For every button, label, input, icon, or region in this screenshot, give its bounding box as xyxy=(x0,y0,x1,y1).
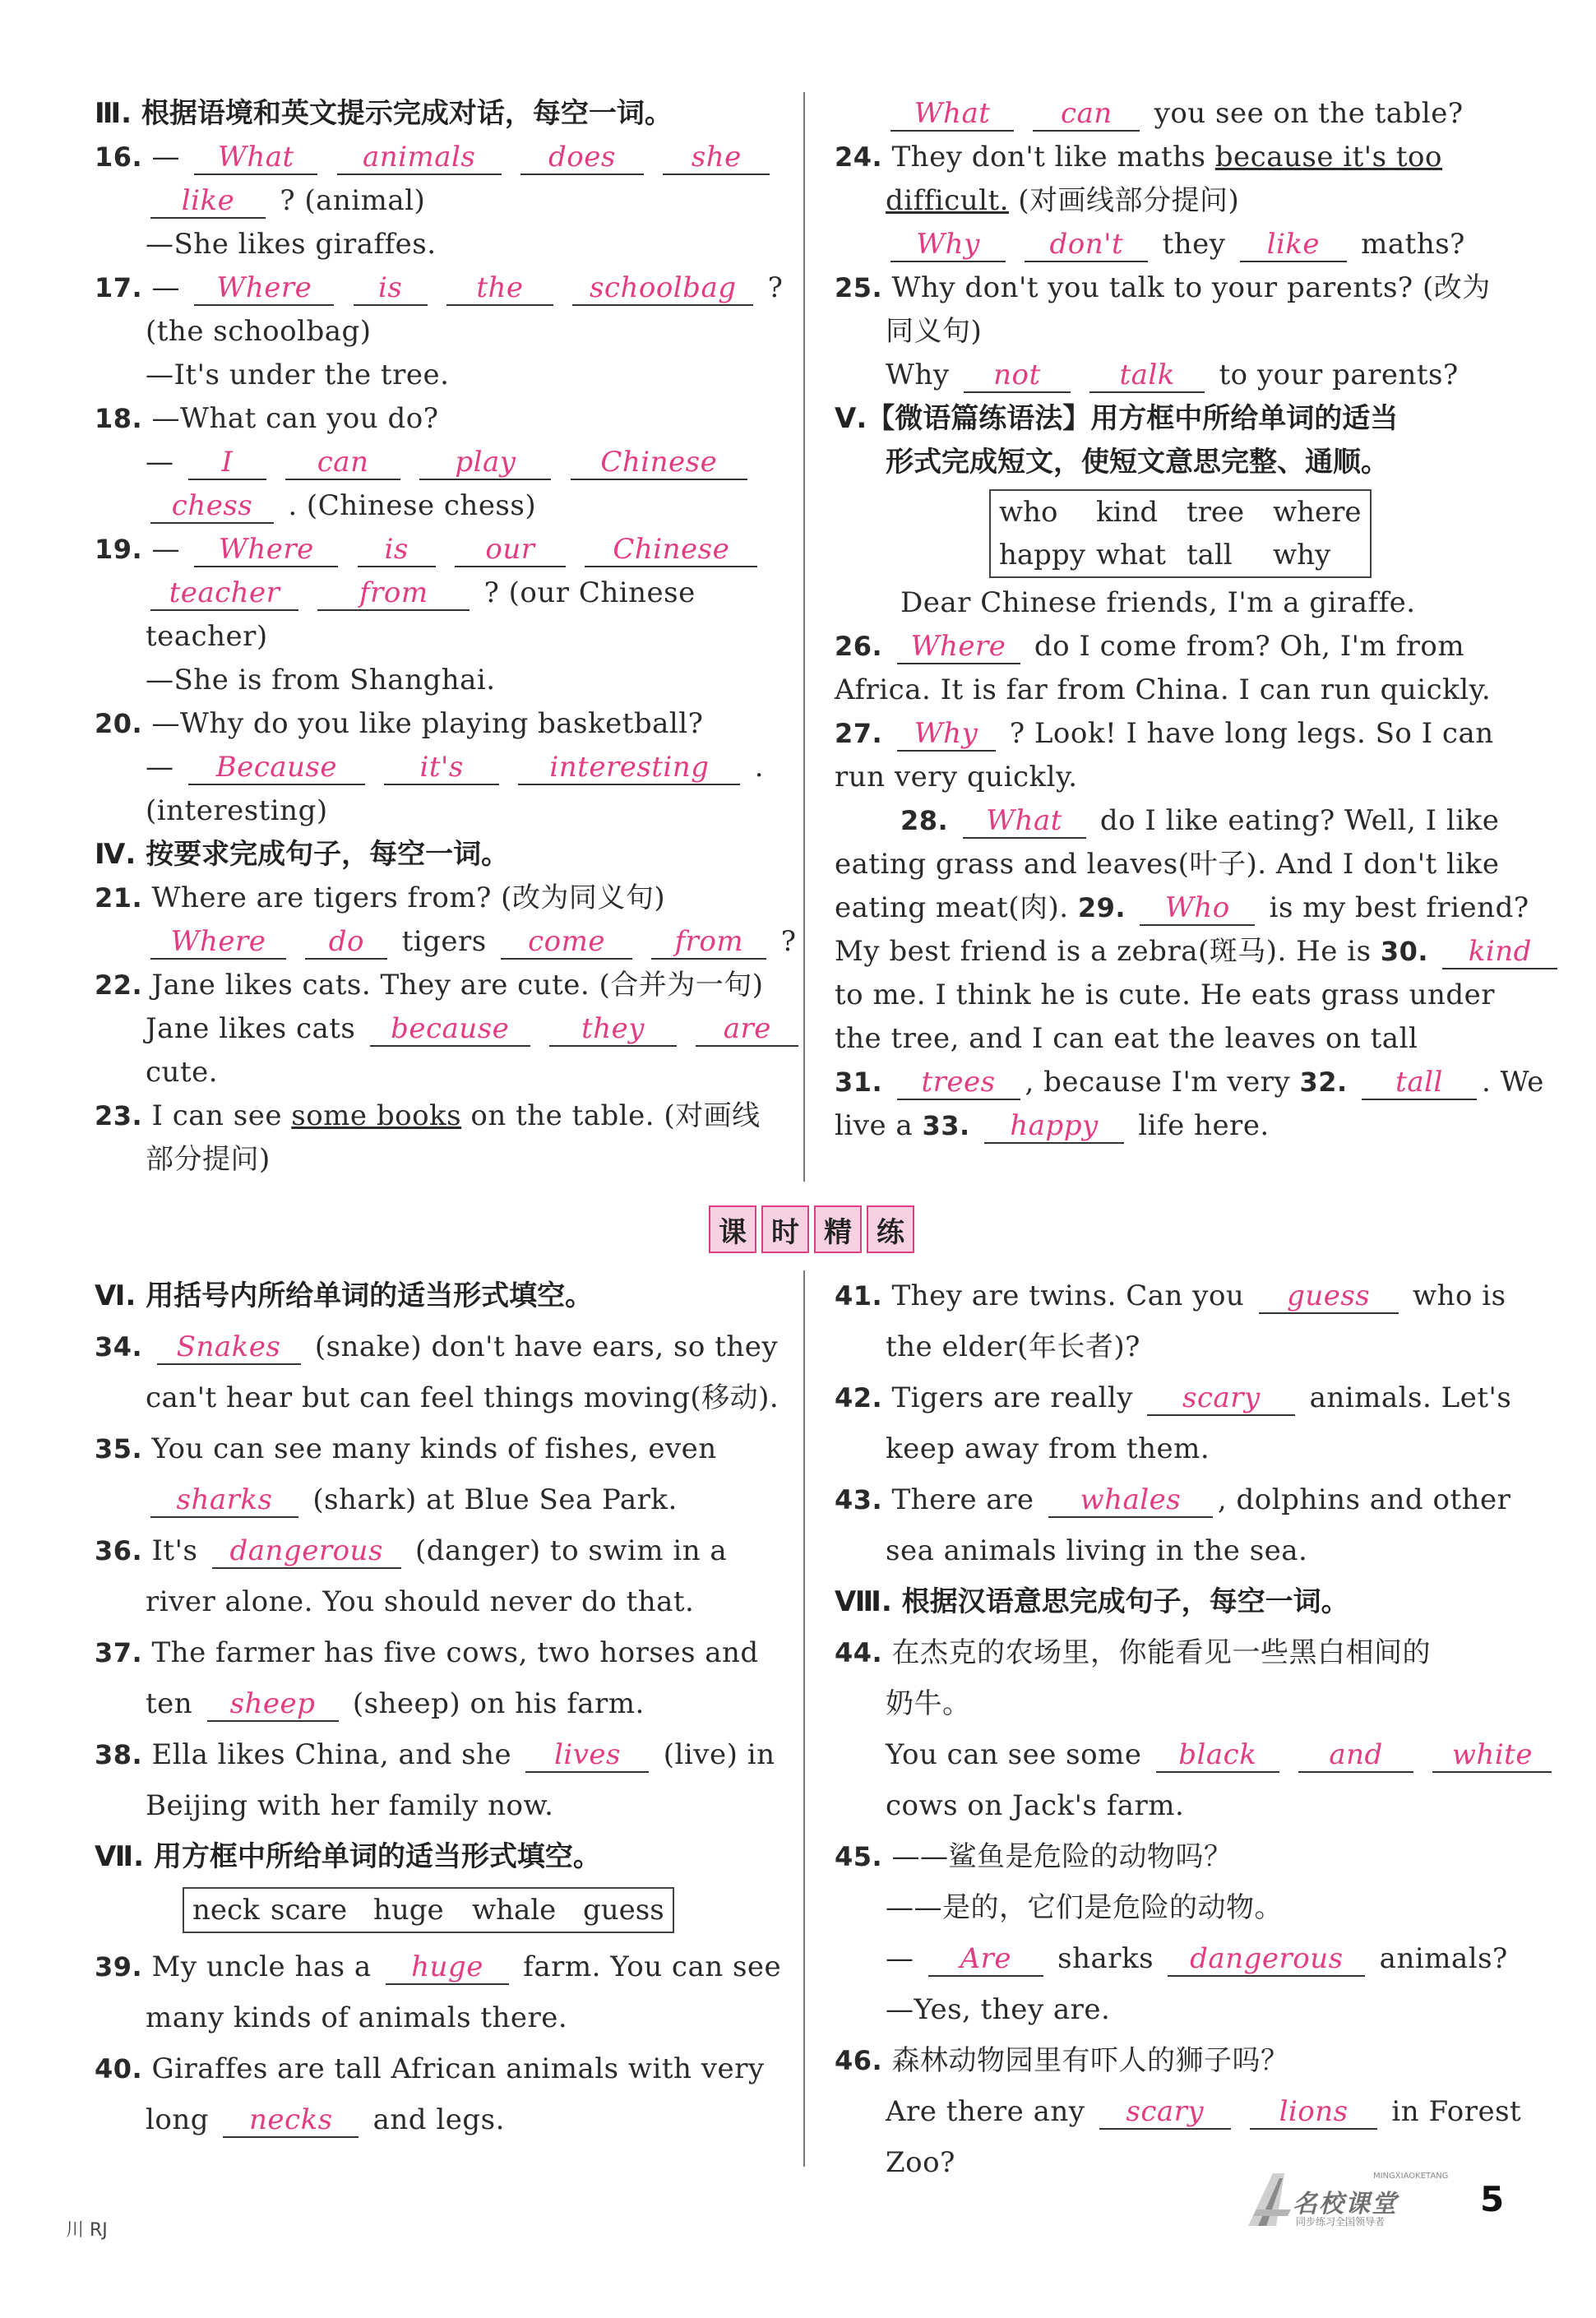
answer-blank[interactable]: like xyxy=(1240,228,1347,262)
answer-blank[interactable]: What xyxy=(194,141,317,175)
answer-blank[interactable]: it's xyxy=(384,751,499,785)
answer-blank[interactable]: scary xyxy=(1147,1381,1295,1416)
question-39-line2: many kinds of animals there. xyxy=(146,2001,568,2034)
answer-blank[interactable]: Chinese xyxy=(585,533,757,567)
box-word: tree xyxy=(1187,496,1245,529)
question-41: 41. They are twins. Can you guess who is xyxy=(835,1279,1506,1312)
question-23-response: What can you see on the table? xyxy=(835,92,1513,136)
answer-blank[interactable]: Snakes xyxy=(157,1330,301,1365)
passage-line-7: eating grass and leaves(叶子). And I don't like xyxy=(835,848,1500,881)
section-8-title: Ⅷ. 根据汉语意思完成句子，每空一词。 xyxy=(835,1585,1349,1618)
question-44-line4: cows on Jack's farm. xyxy=(886,1789,1185,1822)
word-box-7-wrapper xyxy=(95,1887,777,1933)
question-21-line2: Where do tigers come from ? xyxy=(95,920,769,964)
box-word: scare xyxy=(271,1894,348,1927)
answer-blank[interactable]: talk xyxy=(1089,359,1205,393)
answer-blank[interactable]: Are xyxy=(928,1942,1043,1977)
question-43: 43. There are whales , dolphins and other xyxy=(835,1483,1511,1516)
section-banner xyxy=(709,1205,914,1253)
underlined-phrase: some books xyxy=(291,1099,462,1132)
answer-blank[interactable]: Who xyxy=(1140,891,1255,926)
answer-blank[interactable]: Why xyxy=(897,717,996,752)
answer-blank[interactable]: and xyxy=(1298,1738,1413,1773)
answer-blank[interactable]: do xyxy=(305,925,387,960)
question-19: 19. — Where is our Chinese xyxy=(95,528,769,571)
question-35: 35. You can see many kinds of fishes, even xyxy=(95,1432,717,1465)
brand-name: 名校课堂 xyxy=(1293,2190,1398,2219)
question-40-line2: long necks and legs. xyxy=(146,2103,505,2136)
question-22-line3: cute. xyxy=(146,1056,219,1089)
page-number: 5 xyxy=(1480,2179,1505,2219)
answer-blank[interactable]: come xyxy=(501,925,632,960)
passage-line-11: the tree, and I can eat the leaves on tall xyxy=(835,1022,1418,1055)
left-column-top xyxy=(95,92,797,1182)
box-word: happy xyxy=(999,539,1085,571)
underlined-phrase: because it's too xyxy=(1214,141,1442,174)
question-23: 23. I can see some books on the table. (对画线 xyxy=(95,1099,761,1132)
answer-blank[interactable]: whales xyxy=(1048,1483,1213,1518)
answer-blank[interactable]: because xyxy=(370,1012,530,1047)
answer-blank[interactable]: Where xyxy=(194,533,338,567)
question-38-line2: Beijing with her family now. xyxy=(146,1789,554,1822)
question-20-hint: (interesting) xyxy=(146,794,328,827)
answer-blank[interactable]: don't xyxy=(1025,228,1148,262)
section-5-title-line2: 形式完成短文，使短文意思完整、通顺。 xyxy=(886,446,1389,479)
box-word: huge xyxy=(373,1894,444,1927)
answer-blank[interactable]: not xyxy=(964,359,1071,393)
right-column-bottom xyxy=(835,1270,1533,2188)
brand-name-en: MINGXIAOKETANG xyxy=(1373,2172,1449,2181)
box-word: tall xyxy=(1187,539,1233,571)
answer-blank[interactable]: What xyxy=(891,97,1014,132)
question-40: 40. Giraffes are tall African animals with very xyxy=(95,2052,765,2085)
passage-line-1: Dear Chinese friends, I'm a giraffe. xyxy=(900,586,1416,619)
answer-blank[interactable]: they xyxy=(549,1012,677,1047)
question-25: 25. Why don't you talk to your parents? (改为 xyxy=(835,271,1491,304)
question-18-line2: — I can play Chinese xyxy=(95,441,769,484)
question-22-line2: Jane likes cats because they are xyxy=(95,1007,769,1051)
brand-slogan: 同步练习全国领导者 xyxy=(1296,2216,1386,2228)
passage-line-31: 31. trees , because I'm very 32. tall . We xyxy=(835,1066,1544,1099)
answer-blank[interactable]: dangerous xyxy=(212,1534,401,1569)
question-46-line3: Zoo? xyxy=(886,2146,955,2179)
answer-blank[interactable]: sheep xyxy=(207,1687,339,1722)
word-box-7 xyxy=(183,1887,674,1933)
question-44-line2: 奶牛。 xyxy=(886,1687,971,1720)
banner-char: 精 xyxy=(814,1205,862,1253)
question-18: 18. —What can you do? xyxy=(95,402,439,435)
question-17: 17. — Where is the schoolbag ? xyxy=(95,271,784,304)
box-word: where xyxy=(1273,496,1362,529)
answer-blank[interactable]: is xyxy=(358,533,436,567)
word-box-5-wrapper xyxy=(835,489,1513,578)
answer-blank[interactable]: teacher xyxy=(150,576,298,611)
question-24: 24. They don't like maths because it's too xyxy=(835,141,1442,174)
question-36: 36. It's dangerous (danger) to swim in a xyxy=(95,1534,728,1567)
column-divider-bottom xyxy=(803,1270,805,2167)
answer-blank[interactable]: Why xyxy=(891,228,1006,262)
answer-blank[interactable]: guess xyxy=(1259,1279,1399,1314)
box-word: who xyxy=(999,496,1058,529)
passage-line-10: to me. I think he is cute. He eats grass under xyxy=(835,979,1496,1011)
answer-blank[interactable]: scary xyxy=(1099,2095,1231,2130)
answer-blank[interactable]: white xyxy=(1432,1738,1552,1773)
box-word: why xyxy=(1273,539,1331,571)
question-42: 42. Tigers are really scary animals. Let's xyxy=(835,1381,1512,1414)
answer-blank[interactable]: is xyxy=(354,271,428,306)
question-35-line2: sharks (shark) at Blue Sea Park. xyxy=(95,1474,777,1525)
answer-blank[interactable]: can xyxy=(1033,97,1140,132)
answer-blank[interactable]: Where xyxy=(150,925,286,960)
passage-line-33: live a 33. happy life here. xyxy=(835,1109,1270,1142)
answer-blank[interactable]: kind xyxy=(1442,935,1557,969)
question-25-line3: Why not talk to your parents? xyxy=(886,359,1459,391)
question-42-line2: keep away from them. xyxy=(886,1432,1210,1465)
question-36-line2: river alone. You should never do that. xyxy=(146,1585,695,1618)
edition-label: 川 RJ xyxy=(66,2220,108,2241)
question-25-line2: 同义句) xyxy=(886,315,983,348)
question-46: 46. 森林动物园里有吓人的狮子吗？ xyxy=(835,2044,1289,2077)
question-22: 22. Jane likes cats. They are cute. (合并为一句) xyxy=(95,969,764,1002)
left-column-bottom xyxy=(95,1270,782,2145)
question-39: 39. My uncle has a huge farm. You can see xyxy=(95,1950,782,1983)
question-16: 16. — What animals does she xyxy=(95,136,769,179)
answer-blank[interactable]: can xyxy=(285,446,400,480)
section-4-title: Ⅳ. 按要求完成句子，每空一词。 xyxy=(95,838,510,871)
banner-char: 课 xyxy=(709,1205,756,1253)
question-44-line3: You can see some black and white xyxy=(835,1729,1513,1780)
answer-blank[interactable]: the xyxy=(446,271,553,306)
question-37: 37. The farmer has five cows, two horses and xyxy=(95,1636,759,1669)
question-38: 38. Ella likes China, and she lives (live) in xyxy=(95,1738,775,1771)
question-21: 21. Where are tigers from? (改为同义句) xyxy=(95,881,666,914)
box-word: guess xyxy=(583,1894,664,1927)
box-word: neck xyxy=(192,1894,260,1927)
section-6-title: Ⅵ. 用括号内所给单词的适当形式填空。 xyxy=(95,1279,594,1312)
answer-blank[interactable]: tall xyxy=(1362,1066,1477,1100)
question-20: 20. —Why do you like playing basketball? xyxy=(95,707,704,740)
question-24-line3: Why don't they like maths? xyxy=(835,223,1513,266)
answer-blank[interactable]: Where xyxy=(194,271,334,306)
answer-blank[interactable]: like xyxy=(150,184,266,219)
answer-blank[interactable]: Where xyxy=(897,630,1020,664)
question-16-answer: —She likes giraffes. xyxy=(146,228,437,261)
passage-line-30: My best friend is a zebra(斑马). He is 30. kind xyxy=(835,930,1513,974)
box-word: kind xyxy=(1096,496,1159,529)
question-46-line2: Are there any scary lions in Forest xyxy=(886,2095,1522,2128)
answer-blank[interactable]: lions xyxy=(1250,2095,1377,2130)
word-box-5 xyxy=(989,489,1372,578)
answer-blank[interactable]: she xyxy=(663,141,770,175)
question-19-hint2: teacher) xyxy=(146,620,268,653)
answer-blank[interactable]: dangerous xyxy=(1168,1942,1365,1977)
section-7-title: Ⅶ. 用方框中所给单词的适当形式填空。 xyxy=(95,1840,601,1873)
box-word: whale xyxy=(472,1894,557,1927)
banner-char: 练 xyxy=(867,1205,914,1253)
answer-blank[interactable]: our xyxy=(455,533,566,567)
question-23-line2: 部分提问) xyxy=(146,1143,271,1176)
passage-line-29: eating meat(肉). 29. Who is my best friend? xyxy=(835,891,1529,924)
right-column-top xyxy=(835,92,1544,1148)
question-43-line2: sea animals living in the sea. xyxy=(886,1534,1308,1567)
brand-logo xyxy=(1242,2167,1455,2232)
answer-blank[interactable]: schoolbag xyxy=(572,271,753,306)
question-34: 34. Snakes (snake) don't have ears, so they xyxy=(95,1330,779,1363)
question-18-line3: chess . (Chinese chess) xyxy=(95,484,769,528)
answer-blank[interactable]: Because xyxy=(188,751,365,785)
question-45: 45. ——鲨鱼是危险的动物吗？ xyxy=(835,1840,1233,1873)
answer-blank[interactable]: Chinese xyxy=(571,446,747,480)
question-20-line2: — Because it's interesting . xyxy=(146,751,765,784)
answer-blank[interactable]: are xyxy=(696,1012,798,1047)
question-34-line2: can't hear but can feel things moving(移动). xyxy=(146,1381,779,1414)
question-19-line2: teacher from ? (our Chinese xyxy=(95,571,769,615)
passage-line-27: 27. Why ? Look! I have long legs. So I can xyxy=(835,717,1494,750)
answer-blank[interactable]: interesting xyxy=(518,751,740,785)
passage-line-26: 26. Where do I come from? Oh, I'm from xyxy=(835,630,1465,663)
answer-blank[interactable]: What xyxy=(963,804,1086,839)
answer-blank[interactable]: animals xyxy=(337,141,502,175)
box-word: what xyxy=(1096,539,1166,571)
answer-blank[interactable]: does xyxy=(520,141,644,175)
question-45-answer: —Yes, they are. xyxy=(886,1993,1111,2026)
question-19-answer: —She is from Shanghai. xyxy=(146,664,496,696)
question-44: 44. 在杰克的农场里，你能看见一些黑白相间的 xyxy=(835,1636,1431,1669)
question-17-hint: (the schoolbag) xyxy=(146,315,372,348)
answer-blank[interactable]: necks xyxy=(223,2103,359,2138)
answer-blank[interactable]: from xyxy=(317,576,470,611)
question-17-answer: —It's under the tree. xyxy=(146,359,450,391)
answer-blank[interactable]: sharks xyxy=(150,1483,298,1518)
passage-line-28: 28. What do I like eating? Well, I like xyxy=(900,804,1500,837)
question-24-line2: difficult. (对画线部分提问) xyxy=(886,184,1240,217)
passage-line-3: Africa. It is far from China. I can run quickly. xyxy=(835,673,1492,706)
answer-blank[interactable]: chess xyxy=(150,489,274,524)
banner-char: 时 xyxy=(761,1205,809,1253)
answer-blank[interactable]: from xyxy=(651,925,766,960)
question-45-line2: ——是的，它们是危险的动物。 xyxy=(886,1891,1283,1924)
answer-blank[interactable]: huge xyxy=(386,1950,509,1985)
section-5-title: Ⅴ.【微语篇练语法】用方框中所给单词的适当 xyxy=(835,402,1399,435)
question-37-line2: ten sheep (sheep) on his farm. xyxy=(146,1687,645,1720)
question-41-line2: the elder(年长者)? xyxy=(886,1330,1140,1363)
section-3-title: Ⅲ. 根据语境和英文提示完成对话，每空一词。 xyxy=(95,97,673,130)
answer-blank[interactable]: lives xyxy=(525,1738,649,1773)
question-16-line2: like ? (animal) xyxy=(95,179,769,223)
answer-blank[interactable]: black xyxy=(1156,1738,1279,1773)
underlined-phrase: difficult. xyxy=(886,184,1009,217)
answer-blank[interactable]: trees xyxy=(897,1066,1020,1100)
answer-blank[interactable]: I xyxy=(188,446,266,480)
passage-line-5: run very quickly. xyxy=(835,761,1078,793)
answer-blank[interactable]: play xyxy=(419,446,551,480)
answer-blank[interactable]: happy xyxy=(984,1109,1124,1144)
question-45-line3: — Are sharks dangerous animals? xyxy=(886,1942,1508,1975)
